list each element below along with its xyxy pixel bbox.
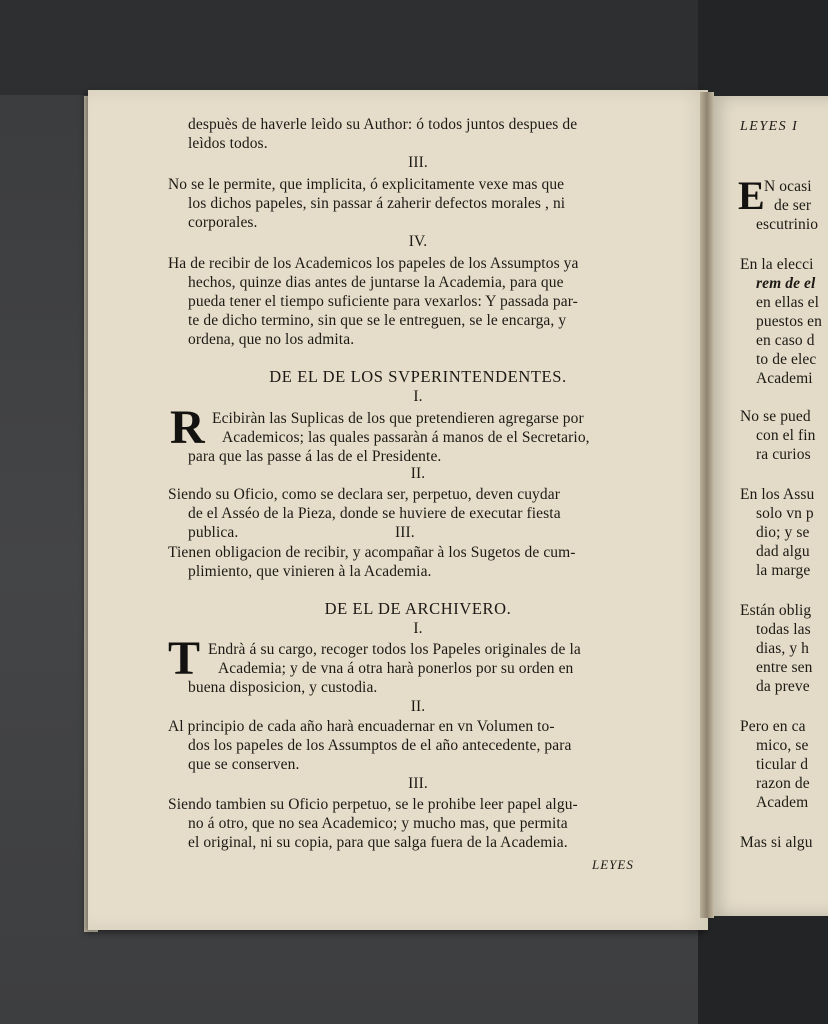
text-line: ordena, que no los admita. <box>188 331 355 348</box>
text-line: No se pued <box>740 408 811 425</box>
text-line: que se conserven. <box>188 756 300 773</box>
text-line: no á otro, que no sea Academico; y mucho mas, que permita <box>188 815 568 832</box>
text-line: en caso d <box>756 332 815 349</box>
text-line: con el fin <box>756 427 816 444</box>
section-number: II. <box>410 465 426 482</box>
text-line: entre sen <box>756 659 813 676</box>
text-line: despuès de haverle leìdo su Author: ó todos juntos despues de <box>188 116 578 133</box>
text-line: corporales. <box>188 214 258 231</box>
text-line: Endrà á su cargo, recoger todos los Papeles originales de la <box>208 641 581 658</box>
text-line: el original, ni su copia, para que salga fuera de la Academia. <box>188 834 568 851</box>
text-line: de el Asséo de la Pieza, donde se huviere de executar fiesta <box>188 505 561 522</box>
text-line: Tienen obligacion de recibir, y acompañar à los Sugetos de cum- <box>168 544 576 561</box>
text-line: En los Assu <box>740 486 815 503</box>
text-line: para que las passe á las de el Presidente. <box>188 448 442 465</box>
text-line: ra curios <box>756 446 811 463</box>
text-line: Pero en ca <box>740 718 806 735</box>
text-line: Ha de recibir de los Academicos los papeles de los Assumptos ya <box>168 255 579 272</box>
dropcap-letter: T <box>168 632 201 685</box>
text-line: pueda tener el tiempo suficiente para vexarlos: Y passada par- <box>188 293 578 310</box>
text-line: Ecibiràn las Suplicas de los que pretendieren agregarse por <box>212 410 584 427</box>
text-line: Están oblig <box>740 602 812 619</box>
text-line: Siendo su Oficio, como se declara ser, perpetuo, deven cuydar <box>168 486 560 503</box>
text-line: solo vn p <box>756 505 814 522</box>
text-line: Academ <box>756 794 809 811</box>
section-number: II. <box>410 698 426 715</box>
text-line: rem de el <box>756 275 816 292</box>
text-line: to de elec <box>756 351 817 368</box>
text-line: Mas si algu <box>740 834 813 851</box>
section-number: I. <box>413 620 423 637</box>
text-line: razon de <box>756 775 810 792</box>
section-number: I. <box>413 388 423 405</box>
dropcap-letter: E <box>738 173 765 218</box>
text-line: plimiento, que vinieren à la Academia. <box>188 563 432 580</box>
text-line: buena disposicion, y custodia. <box>188 679 378 696</box>
catchword: LEYES <box>592 857 634 872</box>
dropcap-letter: R <box>170 401 205 454</box>
text-line: puestos en <box>756 313 823 330</box>
section-number: III. <box>408 154 428 171</box>
section-number: III. <box>395 524 415 541</box>
text-line: escutrinio <box>756 216 819 233</box>
text-line: da preve <box>756 678 810 695</box>
text-line: de ser <box>774 197 812 214</box>
text-line: los dichos papeles, sin passar á zaherir defectos morales , ni <box>188 195 566 212</box>
text-line: Al principio de cada año harà encuadernar en vn Volumen to- <box>168 718 555 735</box>
text-line: todas las <box>756 621 811 638</box>
text-line: Siendo tambien su Oficio perpetuo, se le prohibe leer papel algu- <box>168 796 578 813</box>
text-line: mico, se <box>756 737 809 754</box>
text-line: N ocasi <box>764 178 812 195</box>
text-line: publica. <box>188 524 239 541</box>
text-line: la marge <box>756 562 811 579</box>
text-line: Academi <box>756 370 813 387</box>
text-line: en ellas el <box>756 294 820 311</box>
text-line: dos los papeles de los Assumptos de el año antecedente, para <box>188 737 572 754</box>
text-line: hechos, quinze dias antes de juntarse la Academia, para que <box>188 274 564 291</box>
text-line: Academicos; las quales passaràn á manos de el Secretario, <box>222 429 590 446</box>
text-line: dad algu <box>756 543 810 560</box>
running-head: LEYES I <box>740 119 799 134</box>
section-heading: DE EL DE LOS SVPERINTENDENTES. <box>269 367 567 386</box>
text-line: te de dicho termino, sin que se le entreguen, se le encarga, y <box>188 312 567 329</box>
text-line: En la elecci <box>740 256 814 273</box>
section-number: IV. <box>408 233 428 250</box>
section-heading: DE EL DE ARCHIVERO. <box>324 599 512 618</box>
text-line: Academia; y de vna á otra harà ponerlos por su orden en <box>218 660 574 677</box>
text-line: dio; y se <box>756 524 810 541</box>
text-line: leìdos todos. <box>188 135 268 152</box>
text-line: ticular d <box>756 756 809 773</box>
text-line: dias, y h <box>756 640 809 657</box>
section-number: III. <box>408 775 428 792</box>
text-line: No se le permite, que implicita, ó explicitamente vexe mas que <box>168 176 565 193</box>
